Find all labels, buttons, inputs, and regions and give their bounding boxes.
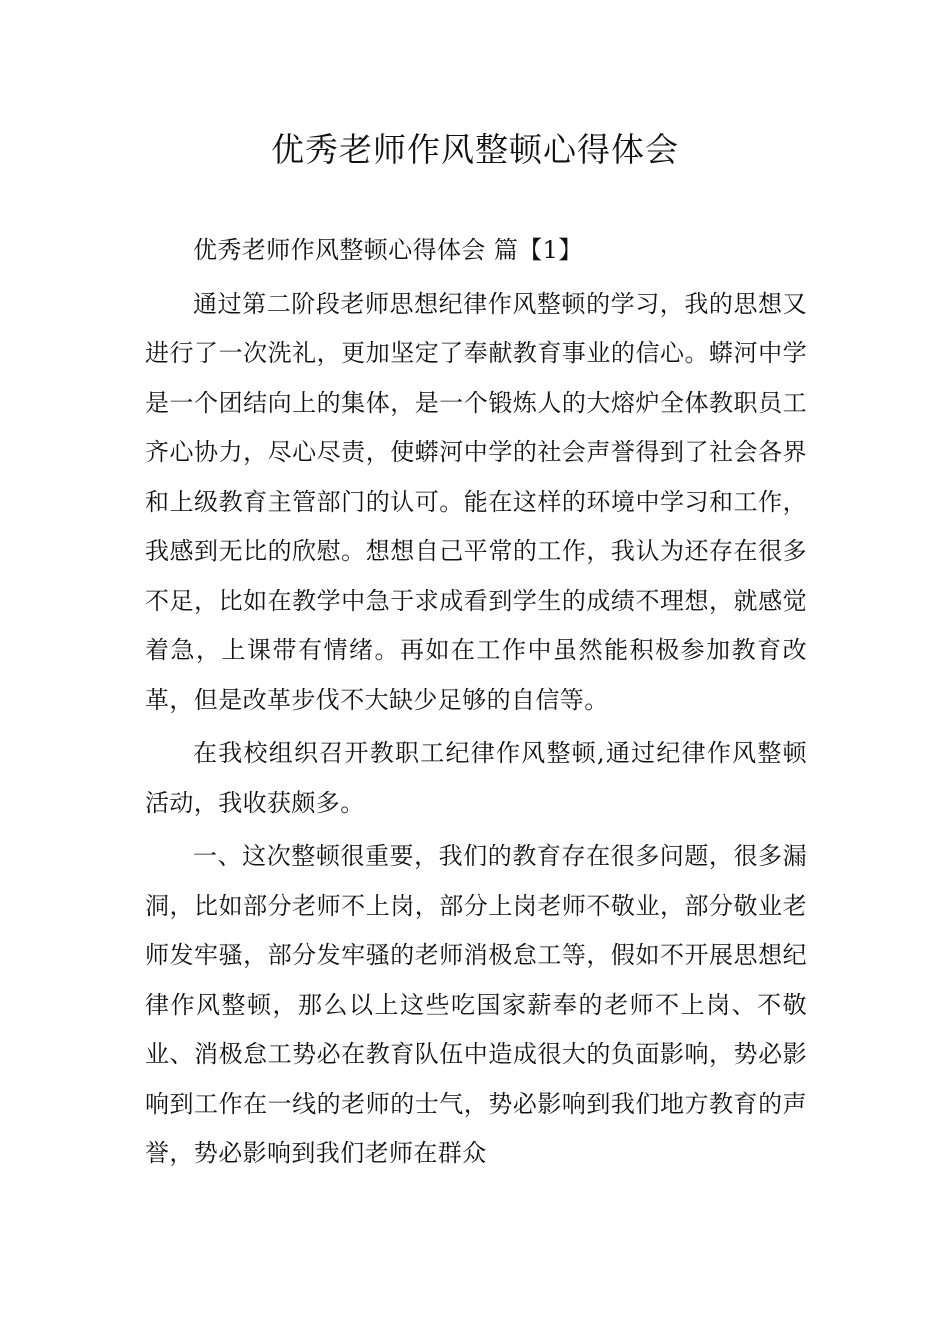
- document-title: 优秀老师作风整顿心得体会: [271, 130, 679, 169]
- paragraph-1: 通过第二阶段老师思想纪律作风整顿的学习，我的思想又进行了一次洗礼，更加坚定了奉献教育事业的信心。蟒河中学是一个团结向上的集体，是一个锻炼人的大熔炉全体教职员工齐心协力，尽心尽责，使蟒河中学的社会声誉得到了社会各界和上级教育主管部门的认可。能在这样的环境中学习和工作，我感到无比的欣慰。想想自己平常的工作，我认为还存在很多不足，比如在教学中急于求成看到学生的成绩不理想，就感觉着急，上课带有情绪。再如在工作中虽然能积极参加教育改革，但是改革步伐不大缺少足够的自信等。: [145, 289, 807, 714]
- paragraph-3: 一、这次整顿很重要，我们的教育存在很多问题，很多漏洞，比如部分老师不上岗，部分上岗老师不敬业，部分敬业老师发牢骚，部分发牢骚的老师消极怠工等，假如不开展思想纪律作风整顿，那么以上这些吃国家薪奉的老师不上岗、不敬业、消极怠工势必在教育队伍中造成很大的负面影响，势必影响到工作在一线的老师的士气，势必影响到我们地方教育的声誉，势必影响到我们老师在群众: [145, 842, 807, 1167]
- document-body: [145, 226, 807, 1183]
- section-heading: 优秀老师作风整顿心得体会 篇【1】: [193, 236, 583, 264]
- paragraph-2: 在我校组织召开教职工纪律作风整顿,通过纪律作风整顿活动，我收获颇多。: [145, 739, 807, 817]
